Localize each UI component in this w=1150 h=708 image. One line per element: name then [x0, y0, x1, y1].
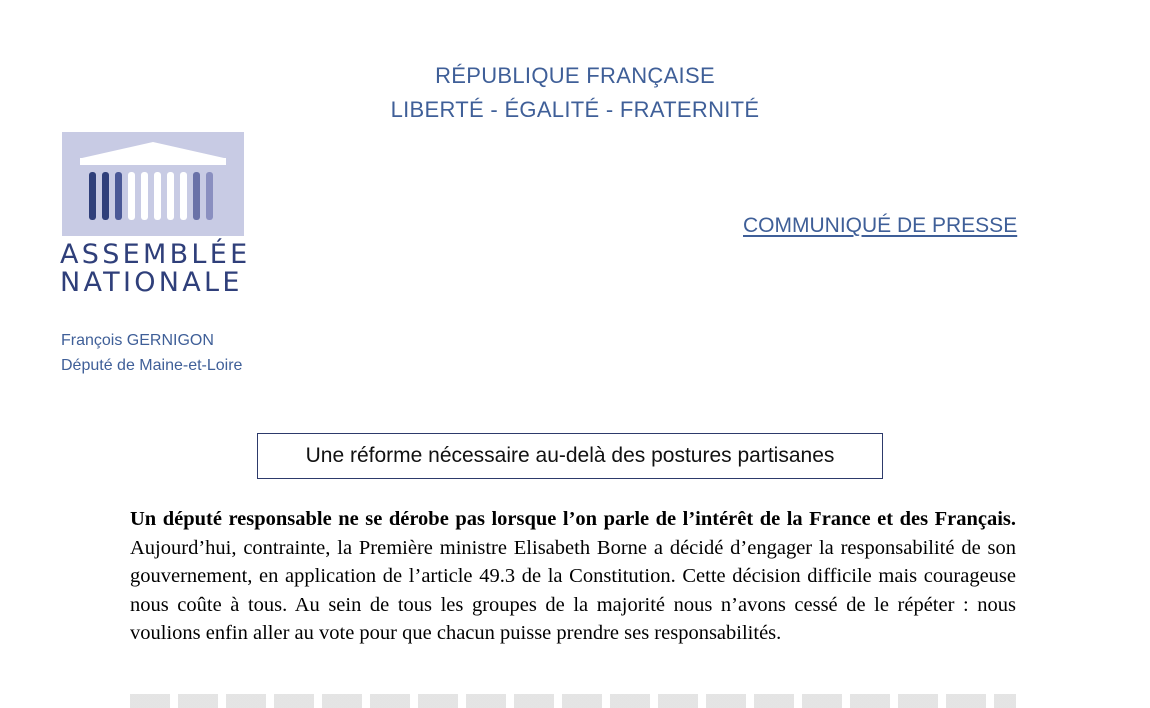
press-release-label: COMMUNIQUÉ DE PRESSE — [743, 214, 1018, 237]
body-lead-bold: Un député responsable ne se dérobe pas lorsque l’on parle de l’intérêt de la France et des Français. — [130, 508, 1016, 530]
logo-text-nationale: NATIONALE — [60, 267, 243, 298]
republic-motto: LIBERTÉ - ÉGALITÉ - FRATERNITÉ — [390, 97, 760, 122]
republic-title: RÉPUBLIQUE FRANÇAISE — [435, 63, 715, 88]
author-role: Député de Maine-et-Loire — [61, 357, 243, 374]
document-title-box — [257, 433, 883, 479]
body-rest: Aujourd’hui, contrainte, la Première ministre Elisabeth Borne a décidé d’engager la responsabilité de son gouvernement, en application de l’article 49.3 de la Constitution. Cette décision difficile mais courageuse nous coûte à tous. Au sein de tous les groupes de la majorité nous n’avons cessé de le répéter : nous voulions enfin aller au vote pour que chacun puisse prendre ses responsabilités. — [130, 536, 1016, 644]
body-paragraph — [130, 505, 1016, 648]
assemblee-building-icon — [62, 132, 244, 236]
logo-text-assemblee: ASSEMBLÉE — [60, 239, 251, 270]
author-name: François GERNIGON — [61, 332, 214, 349]
assemblee-logo-graphic — [62, 132, 244, 236]
document-title: Une réforme nécessaire au-delà des postures partisanes — [305, 444, 835, 467]
next-paragraph-partial — [130, 694, 1016, 708]
